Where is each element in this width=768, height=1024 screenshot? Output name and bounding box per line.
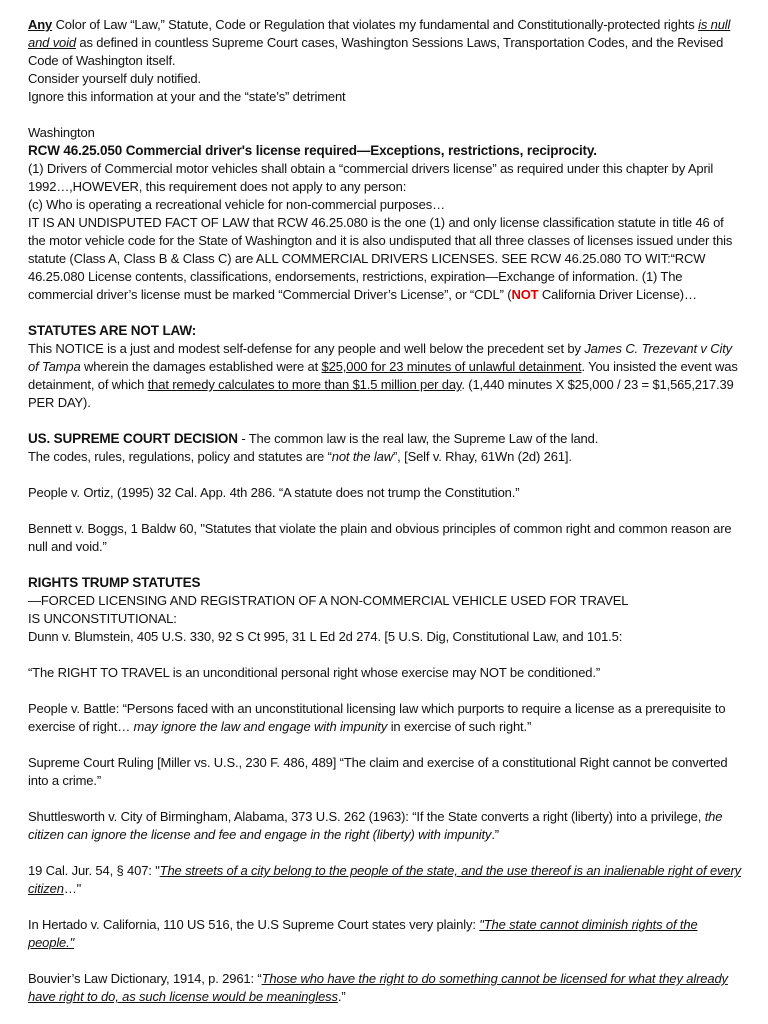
shuttlesworth-text: Shuttlesworth v. City of Birmingham, Alabama, 373 U.S. 262 (1963): “If the State converts a right (liberty) into a privilege, <box>28 809 705 824</box>
dunn-citation: Dunn v. Blumstein, 405 U.S. 330, 92 S Ct 995, 31 L Ed 2d 274. [5 U.S. Dig, Constitutional Law, and 101.5: <box>28 629 623 644</box>
battle-italic: may ignore the law and engage with impunity <box>133 719 388 734</box>
battle-text-end: in exercise of such right.” <box>387 719 532 734</box>
ortiz-citation: People v. Ortiz, (1995) 32 Cal. App. 4th 286. “A statute does not trump the Constitution.” <box>28 485 520 500</box>
ignore-line: Ignore this information at your and the “state’s” detriment <box>28 89 346 104</box>
notified-line: Consider yourself duly notified. <box>28 71 201 86</box>
rights-line-2: IS UNCONSTITUTIONAL: <box>28 611 177 626</box>
rcw-heading: RCW 46.25.050 Commercial driver's license required—Exceptions, restrictions, reciprocity. <box>28 143 597 158</box>
statutes-text-2: wherein the damages established were at <box>80 359 322 374</box>
codes-text-end: ”, [Self v. Rhay, 61Wn (2d) 261]. <box>393 449 572 464</box>
notice-paragraph <box>28 16 742 70</box>
cal-jur-italic: The streets of a city belong to the people of the state, and the use thereof is an inalienable right of every citizen <box>28 863 741 896</box>
shuttlesworth-citation <box>28 808 742 844</box>
cal-jur-citation <box>28 862 742 898</box>
cal-jur-text: 19 Cal. Jur. 54, § 407: " <box>28 863 160 878</box>
rcw-paragraph-b: (c) Who is operating a recreational vehicle for non-commercial purposes… <box>28 197 445 212</box>
notice-text: Color of Law “Law,” Statute, Code or Regulation that violates my fundamental and Constitutionally-protected rights <box>52 17 699 32</box>
hertado-citation <box>28 916 742 952</box>
shuttlesworth-italic: the citizen can ignore the license and fee and engage in the right (liberty) with impunity <box>28 809 723 842</box>
supreme-text-1: - The common law is the real law, the Supreme Law of the land. <box>237 431 599 446</box>
rcw-paragraph-c <box>28 214 742 304</box>
codes-text: The codes, rules, regulations, policy and statutes are “ <box>28 449 332 464</box>
statutes-text-3: . You insisted the event was detainment, of which <box>28 359 738 392</box>
shuttlesworth-text-end: .” <box>491 827 499 842</box>
rights-heading: RIGHTS TRUMP STATUTES <box>28 575 201 590</box>
statutes-text-1: This NOTICE is a just and modest self-defense for any people and well below the precedent set by <box>28 341 585 356</box>
hertado-text: In Hertado v. California, 110 US 516, the U.S Supreme Court states very plainly: <box>28 917 480 932</box>
bouvier-text-end: .” <box>337 989 346 1004</box>
miller-citation: Supreme Court Ruling [Miller vs. U.S., 230 F. 486, 489] “The claim and exercise of a constitutional Right cannot be converted into a crime.” <box>28 755 728 788</box>
bennett-citation: Bennett v. Boggs, 1 Baldw 60, "Statutes that violate the plain and obvious principles of common right and common reason are null and void.” <box>28 521 732 554</box>
statutes-text-4: . (1,440 minutes X $25,000 / 23 = $1,565,217.39 PER DAY). <box>28 377 734 410</box>
statutes-paragraph <box>28 340 742 412</box>
bouvier-text: Bouvier’s Law Dictionary, 1914, p. 2961: “ <box>28 971 262 986</box>
right-to-travel-quote: “The RIGHT TO TRAVEL is an unconditional personal right whose exercise may NOT be conditioned.” <box>28 665 600 680</box>
not-word: NOT <box>511 287 539 302</box>
bouvier-citation <box>28 970 742 1006</box>
null-void-phrase: is null and void <box>28 17 731 50</box>
cal-jur-text-end: …" <box>63 881 82 896</box>
rcw-text-end: California Driver License)… <box>538 287 697 302</box>
rcw-paragraph-a: (1) Drivers of Commercial motor vehicles shall obtain a “commercial drivers license” as required under this chapter by April 1992…,HOWEVER, this requirement does not apply to any person: <box>28 161 714 194</box>
codes-paragraph <box>28 448 742 466</box>
battle-citation <box>28 700 742 736</box>
not-the-law-phrase: not the law <box>331 449 393 464</box>
statutes-heading: STATUTES ARE NOT LAW: <box>28 323 197 338</box>
remedy-calculation: that remedy calculates to more than $1.5 million per day <box>147 377 462 392</box>
notice-text-2: as defined in countless Supreme Court cases, Washington Sessions Laws, Transportation Codes, and the Revised Code of Washington itself. <box>28 35 724 68</box>
rights-line-1: —FORCED LICENSING AND REGISTRATION OF A NON-COMMERCIAL VEHICLE USED FOR TRAVEL <box>28 593 629 608</box>
supreme-court-heading: US. SUPREME COURT DECISION <box>28 431 238 446</box>
hertado-italic: "The state cannot diminish rights of the people." <box>28 917 698 950</box>
state-label: Washington <box>28 125 95 140</box>
damages-amount: $25,000 for 23 minutes of unlawful detainment <box>321 359 582 374</box>
any-word: Any <box>28 17 53 32</box>
trezevant-case: James C. Trezevant v City of Tampa <box>28 341 733 374</box>
bouvier-italic: Those who have the right to do something cannot be licensed for what they already have right to do, as such license would be meaningless <box>28 971 728 1004</box>
rcw-text: IT IS AN UNDISPUTED FACT OF LAW that RCW 46.25.080 is the one (1) and only license classification statute in title 46 of the motor vehicle code for the State of Washington and it is also undisputed that all three classes of licenses issued under this statute (Class A, Class B & Class C) are ALL COMMERCIAL DRIVERS LICENSES. SEE RCW 46.25.080 TO WIT:“RCW 46.25.080 License contents, classifications, endorsements, restrictions, expiration—Exchange of information. (1) The commercial driver’s license must be marked “Commercial Driver’s License”, or “CDL” ( <box>28 215 733 302</box>
battle-text: People v. Battle: “Persons faced with an unconstitutional licensing law which purports to require a license as a prerequisite to exercise of right… <box>28 701 726 734</box>
supreme-court-paragraph <box>28 430 742 448</box>
